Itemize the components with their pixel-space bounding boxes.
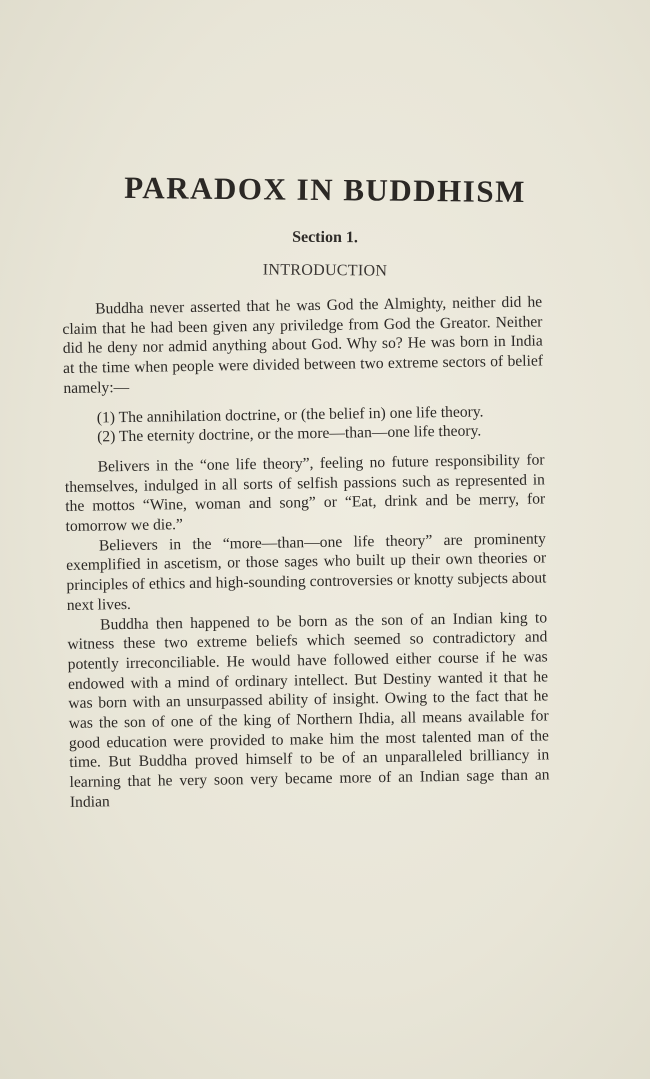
section-subtitle: INTRODUCTION xyxy=(262,261,388,280)
paragraph: Buddha then happened to be born as the son of an Indian king to witness these two extreme beliefs which seemed so contradictory and potently irreconciliable. He would have followed either course if he was endowed with a mind of ordinary intellect. But Destiny wanted it that he was born with an unsurpassed ability of insight. Owing to the fact that he was the son of one of the king of Northern Ihdia, all means available for good education were provided to make him the most talented man of the time. But Buddha proved himself to be of an unparalleled brilliancy in learning that he very soon very became more of an Indian sage than an Indian xyxy=(67,608,550,811)
paragraph: Buddha never asserted that he was God the Almighty, neither did he claim that he had been given any priviledge from God the Greator. Neither did he deny nor admid anything about God. Why so? He was born in India at the time when people were divided between two extreme sectors of belief namely:— xyxy=(62,293,544,397)
section-number: Section 1. xyxy=(292,228,358,247)
body-text xyxy=(62,292,550,812)
paragraph: (1) The annihilation doctrine, or (the belief in) one life theory. xyxy=(96,402,484,426)
chapter-title: PARADOX IN BUDDHISM xyxy=(124,169,527,210)
paragraph: Believers in the “more—than—one life theory” are prominenty exemplified in ascetism, or those sages who built up their own theories or principles of ethics and high-sounding controversies or knotty subjects about next lives. xyxy=(66,530,547,614)
paragraph: Belivers in the “one life theory”, feeling no future responsibility for themselves, indulged in all sorts of selfish passions such as represented in the mottos “Wine, woman and song” or “Eat, drink and be merry, for tomorrow we die.” xyxy=(64,451,546,536)
paragraph: (2) The eternity doctrine, or the more—than—one life theory. xyxy=(97,422,482,446)
